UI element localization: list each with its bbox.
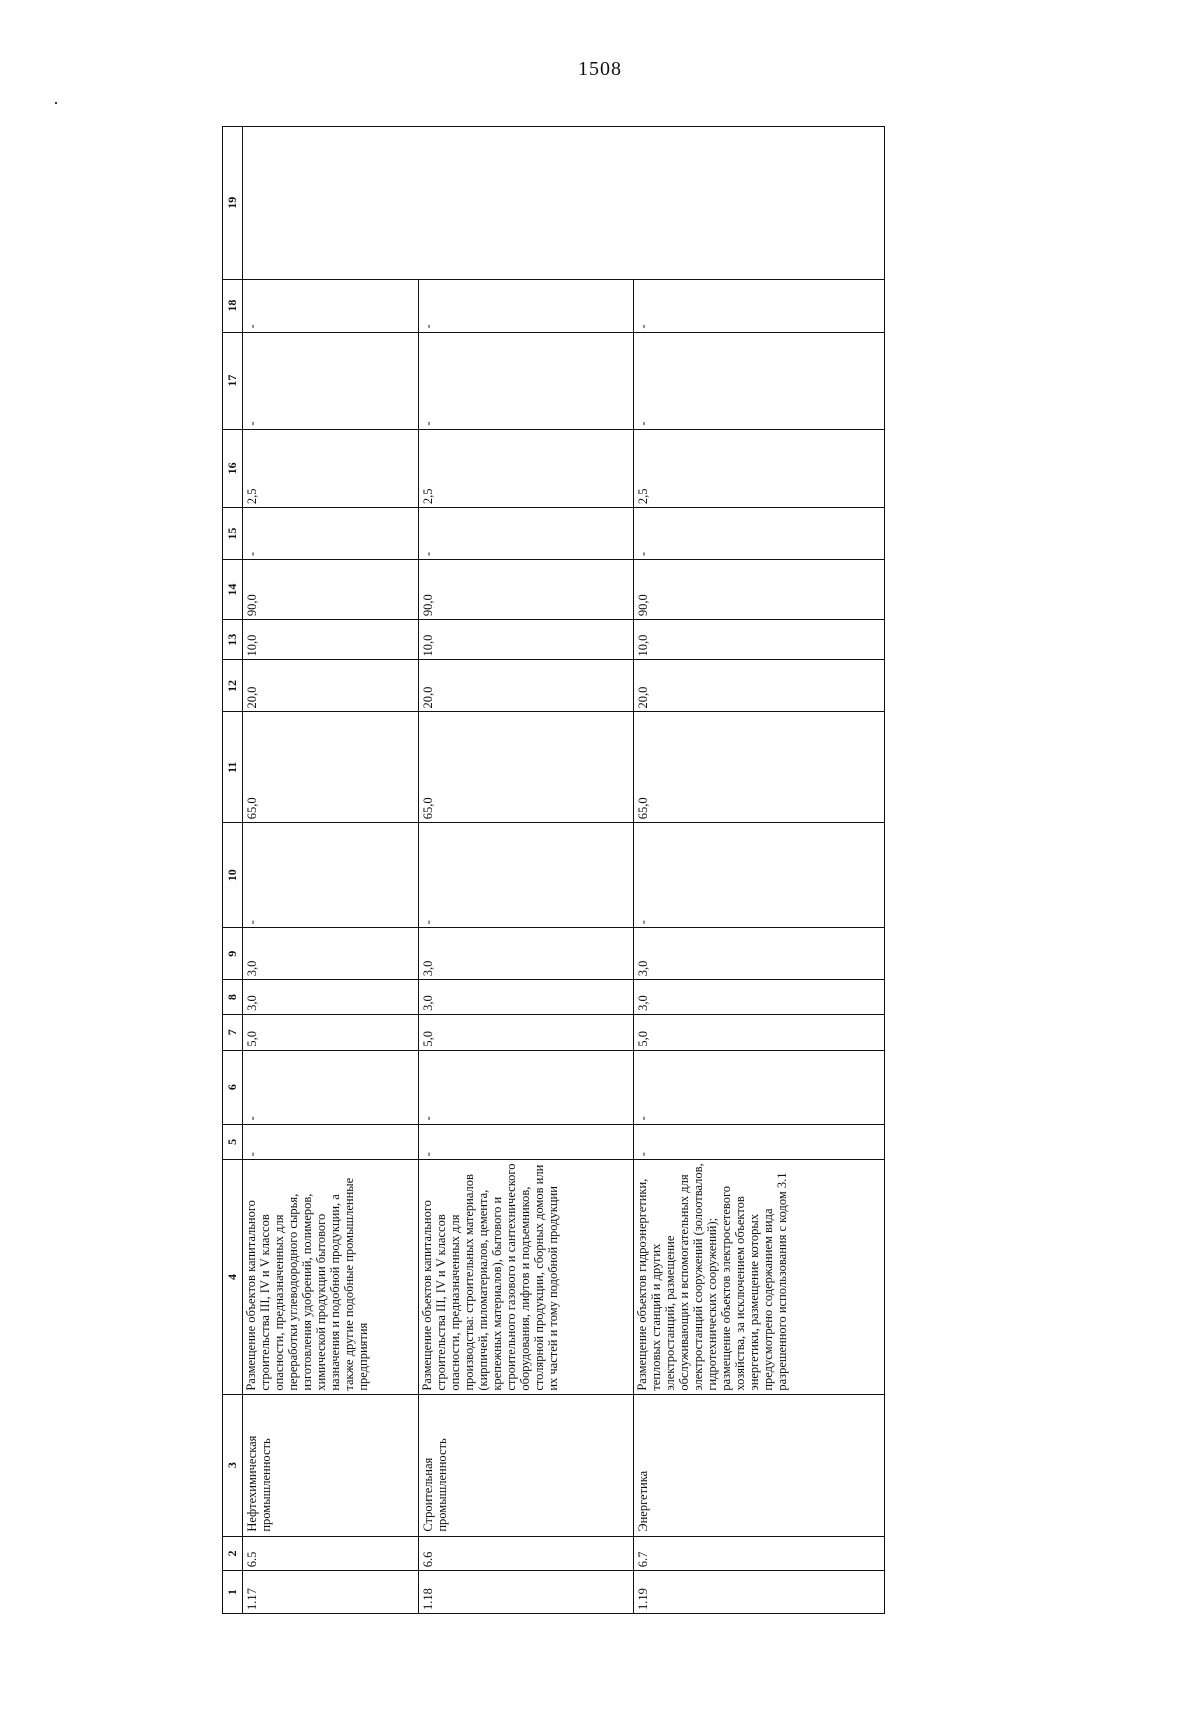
table-cell: 65,0	[243, 712, 419, 823]
row-number: 1.17	[243, 1571, 419, 1614]
col-header: 11	[223, 712, 243, 823]
table-cell: -	[243, 279, 419, 332]
col-header: 6	[223, 1050, 243, 1124]
table-cell: -	[634, 1050, 885, 1124]
table-cell: -	[419, 332, 634, 429]
col-header: 1	[223, 1571, 243, 1614]
table-cell: 20,0	[243, 660, 419, 712]
table-cell: 20,0	[419, 660, 634, 712]
table-cell: 65,0	[419, 712, 634, 823]
table-cell: 90,0	[243, 560, 419, 620]
land-use-table-rotated	[222, 126, 885, 1614]
col-header: 12	[223, 660, 243, 712]
table-cell: 3,0	[634, 980, 885, 1015]
table-cell: 3,0	[243, 928, 419, 980]
table-cell: -	[243, 823, 419, 928]
table-cell: 2,5	[243, 429, 419, 508]
col-header: 4	[223, 1160, 243, 1394]
table-cell: -	[243, 1050, 419, 1124]
use-name: Нефтехимическая промышленность	[243, 1394, 419, 1536]
table-cell: 3,0	[634, 928, 885, 980]
table-row	[634, 127, 885, 1614]
col-header: 10	[223, 823, 243, 928]
table-cell: -	[243, 1124, 419, 1160]
table-cell: -	[419, 1124, 634, 1160]
use-name: Энергетика	[634, 1394, 885, 1536]
table-cell: 5,0	[634, 1014, 885, 1050]
table-cell: 5,0	[243, 1014, 419, 1050]
use-code: 6.7	[634, 1536, 885, 1571]
table-cell: 20,0	[634, 660, 885, 712]
use-description: Размещение объектов гидроэнергетики, тепловых станций и других электростанций, размещение обслуживающих и вспомогательных для электростанций сооружений (золоотвалов, гидротехнических сооружений); размещение объектов электросетевого хозяйства, за исключением объектов энергетики, размещение которых предусмотрено содержанием вида разрешенного использования с кодом 3.1	[634, 1160, 885, 1394]
table-cell: 10,0	[634, 620, 885, 660]
use-description: Размещение объектов капитального строительства III, IV и V классов опасности, предназначенных для производства: строительных материалов (кирпичей, пиломатериалов, цемента, крепежных материалов), бытового и строительного газового и сантехнического оборудования, лифтов и подъемников, столярной продукции, сборных домов или их частей и тому подобной продукции	[419, 1160, 634, 1394]
table-cell: 2,5	[634, 429, 885, 508]
col-header: 3	[223, 1394, 243, 1536]
table-cell: -	[634, 823, 885, 928]
col-header: 2	[223, 1536, 243, 1571]
table-row	[419, 127, 634, 1614]
use-name: Строительная промышленность	[419, 1394, 634, 1536]
col-header: 13	[223, 620, 243, 660]
table-cell-merged	[243, 127, 885, 280]
table-cell: -	[634, 1124, 885, 1160]
col-header: 19	[223, 127, 243, 280]
col-header: 7	[223, 1014, 243, 1050]
col-header: 14	[223, 560, 243, 620]
col-header: 16	[223, 429, 243, 508]
use-code: 6.5	[243, 1536, 419, 1571]
table-cell: 3,0	[419, 928, 634, 980]
table-cell: 65,0	[634, 712, 885, 823]
table-cell: -	[419, 823, 634, 928]
use-description: Размещение объектов капитального строительства III, IV и V классов опасности, предназначенных для переработки углеводородного сырья, изготовления удобрений, полимеров, химической продукции бытового назначения и подобной продукции, а также другие подобные промышленные предприятия	[243, 1160, 419, 1394]
table-cell: -	[243, 332, 419, 429]
table-cell: 90,0	[634, 560, 885, 620]
table-cell: 3,0	[419, 980, 634, 1015]
table-cell: -	[419, 279, 634, 332]
table-cell: -	[634, 508, 885, 560]
col-header: 5	[223, 1124, 243, 1160]
row-number: 1.18	[419, 1571, 634, 1614]
table-row	[243, 127, 419, 1614]
header-row	[223, 127, 243, 1614]
col-header: 9	[223, 928, 243, 980]
use-code: 6.6	[419, 1536, 634, 1571]
scan-speck	[55, 102, 57, 104]
table-cell: 90,0	[419, 560, 634, 620]
col-header: 15	[223, 508, 243, 560]
col-header: 17	[223, 332, 243, 429]
table-cell: -	[419, 1050, 634, 1124]
table-cell: 10,0	[243, 620, 419, 660]
table-cell: -	[419, 508, 634, 560]
table-cell: -	[243, 508, 419, 560]
table-cell: 2,5	[419, 429, 634, 508]
row-number: 1.19	[634, 1571, 885, 1614]
table-cell: -	[634, 332, 885, 429]
table-cell: -	[634, 279, 885, 332]
page-number: 1508	[578, 58, 622, 80]
land-use-table	[222, 126, 885, 1614]
col-header: 8	[223, 980, 243, 1015]
table-cell: 10,0	[419, 620, 634, 660]
table-cell: 3,0	[243, 980, 419, 1015]
table-cell: 5,0	[419, 1014, 634, 1050]
col-header: 18	[223, 279, 243, 332]
